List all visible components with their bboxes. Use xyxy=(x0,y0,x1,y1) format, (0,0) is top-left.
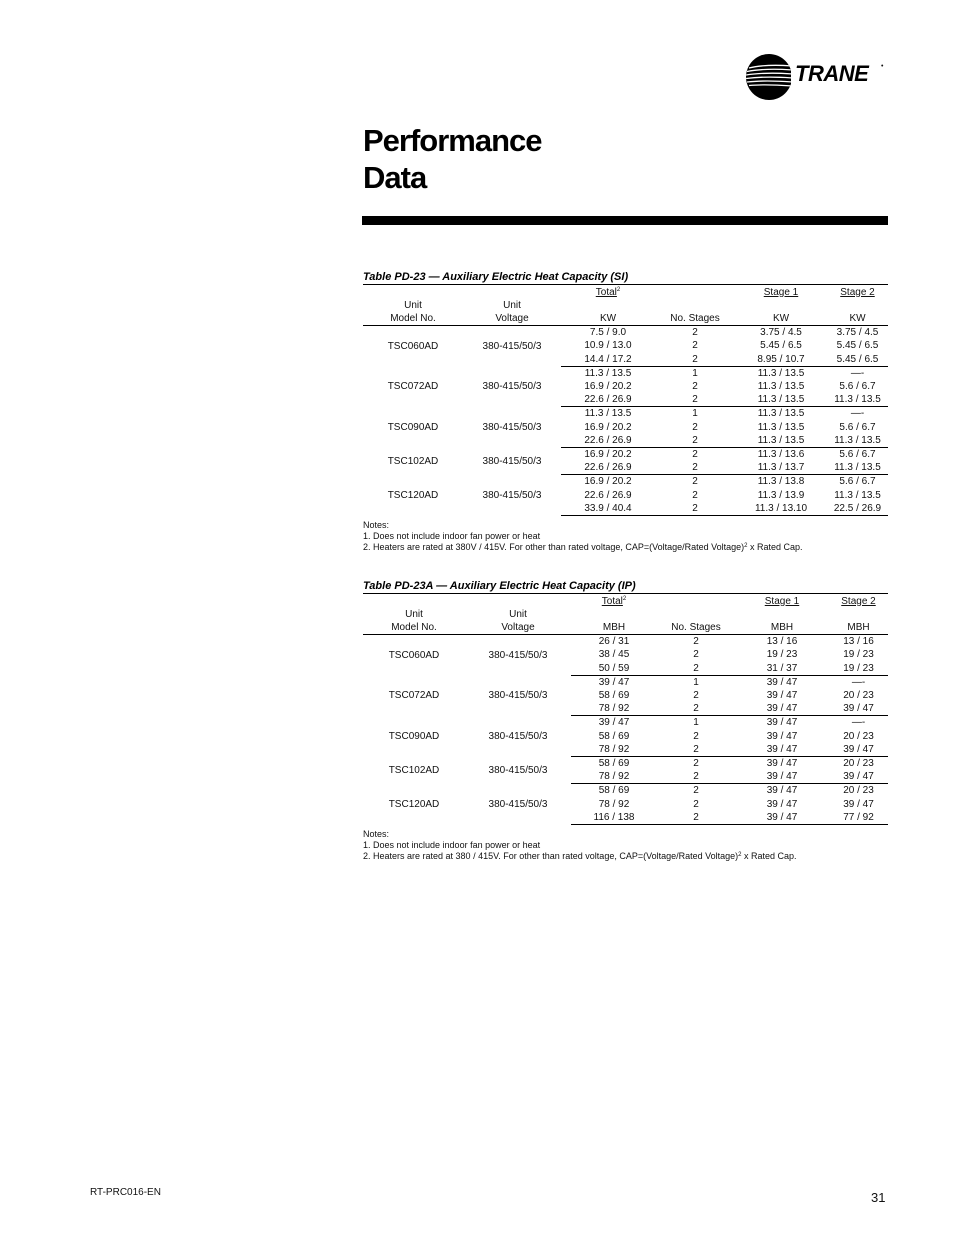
cell-stage2: 11.3 / 13.5 xyxy=(834,489,881,501)
cell-stage2: 5.6 / 6.7 xyxy=(839,448,876,460)
header-model: Model No. xyxy=(363,621,465,635)
cell-total: 16.9 / 20.2 xyxy=(584,380,632,392)
cell-stage2: 5.6 / 6.7 xyxy=(839,421,876,433)
document-code: RT-PRC016-EN xyxy=(90,1187,161,1198)
cell-stages: 2 xyxy=(657,770,735,784)
table-row xyxy=(363,635,888,649)
header-row xyxy=(363,608,888,621)
cell-voltage: 380-415/50/3 xyxy=(488,689,548,701)
cell-stage2: 19 / 23 xyxy=(829,662,888,676)
trane-logo xyxy=(745,52,890,102)
cell-stage1: 39 / 47 xyxy=(766,676,798,688)
notes-heading: Notes: xyxy=(363,829,390,839)
cell-voltage: 380-415/50/3 xyxy=(482,421,542,433)
cell-stage2: 19 / 23 xyxy=(843,649,874,661)
cell-stage2: 5.6 / 6.7 xyxy=(839,476,876,488)
cell-stage2: 39 / 47 xyxy=(829,770,888,784)
cell-stage1: 11.3 / 13.5 xyxy=(757,367,805,379)
cell-stage1: 13 / 16 xyxy=(766,636,798,648)
page-title-line1: Performance xyxy=(363,123,542,158)
cell-stages: 2 xyxy=(693,636,699,648)
header-total-unit: KW xyxy=(561,312,655,326)
table-si xyxy=(363,270,888,516)
header-stage1-unit: MBH xyxy=(735,621,829,635)
cell-stages: 2 xyxy=(693,757,699,769)
cell-stage2: 5.45 / 6.5 xyxy=(836,340,879,352)
cell-stages: 2 xyxy=(692,489,698,501)
cell-stages: 1 xyxy=(693,676,699,688)
table-row xyxy=(363,407,888,421)
cell-stage1: 39 / 47 xyxy=(766,757,798,769)
cell-stages: 2 xyxy=(657,811,735,825)
trane-circle-icon xyxy=(745,52,791,102)
header-total-unit: MBH xyxy=(571,621,657,635)
cell-stages: 1 xyxy=(692,408,698,420)
header-stage2-unit: KW xyxy=(827,312,888,326)
cell-stages: 1 xyxy=(692,367,698,379)
cell-stage2: 11.3 / 13.5 xyxy=(827,393,888,407)
header-stage2-unit: MBH xyxy=(829,621,888,635)
cell-stages: 2 xyxy=(693,798,699,810)
cell-total: 10.9 / 13.0 xyxy=(584,340,632,352)
table-row xyxy=(363,447,888,461)
header-voltage: Voltage xyxy=(465,621,571,635)
notes-heading: Notes: xyxy=(363,520,390,530)
cell-total: 50 / 59 xyxy=(571,662,657,676)
notes-si xyxy=(363,520,888,552)
cell-voltage: 380-415/50/3 xyxy=(488,649,548,661)
header-row xyxy=(363,285,888,299)
header-unit: Unit xyxy=(509,608,527,620)
table-ip-grid xyxy=(363,594,888,825)
cell-stage2: 20 / 23 xyxy=(843,757,874,769)
cell-stages: 2 xyxy=(693,689,699,701)
cell-stage2: 20 / 23 xyxy=(843,730,874,742)
cell-total: 58 / 69 xyxy=(598,689,630,701)
cell-model: TSC102AD xyxy=(387,455,439,467)
cell-total: 78 / 92 xyxy=(598,798,630,810)
cell-stage1: 19 / 23 xyxy=(766,649,798,661)
cell-stage1: 11.3 / 13.5 xyxy=(757,380,805,392)
cell-stage2: 20 / 23 xyxy=(843,785,874,797)
note-2: 2. Heaters are rated at 380V / 415V. For other than rated voltage, CAP=(Voltage/Rated Voltage)$^2$ x Rated Cap. xyxy=(363,541,803,552)
header-model: Model No. xyxy=(363,312,463,326)
table-si-body xyxy=(363,326,888,516)
cell-voltage: 380-415/50/3 xyxy=(488,730,548,742)
cell-total: 16.9 / 20.2 xyxy=(584,421,632,433)
cell-stage1: 11.3 / 13.6 xyxy=(757,448,805,460)
cell-total: 16.9 / 20.2 xyxy=(584,476,632,488)
header-row xyxy=(363,621,888,635)
cell-stage1: 5.45 / 6.5 xyxy=(760,340,802,352)
note-1: 1. Does not include indoor fan power or heat xyxy=(363,530,541,541)
cell-total: 78 / 92 xyxy=(571,770,657,784)
table-row xyxy=(363,326,888,340)
cell-stage2: 11.3 / 13.5 xyxy=(827,434,888,448)
note-2: 2. Heaters are rated at 380 / 415V. For other than rated voltage, CAP=(Voltage/Rated Voltage)$^2$ x Rated Cap. xyxy=(363,850,797,861)
cell-stage2: —- xyxy=(851,717,866,729)
cell-voltage: 380-415/50/3 xyxy=(488,798,548,810)
cell-stages: 2 xyxy=(655,393,735,407)
cell-total: 58 / 69 xyxy=(598,757,630,769)
page-number: 31 xyxy=(871,1190,886,1205)
header-stage1: Stage 1 xyxy=(763,286,799,298)
table-ip-caption: Table PD-23A — Auxiliary Electric Heat Capacity (IP) xyxy=(363,579,888,594)
cell-stage1: 8.95 / 10.7 xyxy=(735,353,827,367)
header-voltage: Voltage xyxy=(463,312,561,326)
cell-stage1: 39 / 47 xyxy=(766,689,798,701)
header-total: Total$^2$ xyxy=(601,595,627,607)
header-stage1: Stage 1 xyxy=(764,595,800,607)
cell-voltage: 380-415/50/3 xyxy=(482,455,542,467)
cell-stage2: —- xyxy=(850,367,865,379)
cell-stage1: 39 / 47 xyxy=(766,717,798,729)
trane-wordmark: TRANE xyxy=(795,61,869,86)
cell-stages: 1 xyxy=(693,717,699,729)
cell-stage2: 20 / 23 xyxy=(843,689,874,701)
cell-voltage: 380-415/50/3 xyxy=(488,764,548,776)
table-row xyxy=(363,716,888,730)
cell-stage2: 11.3 / 13.5 xyxy=(827,461,888,475)
table-row xyxy=(363,756,888,770)
table-row xyxy=(363,784,888,798)
cell-stages: 2 xyxy=(692,421,698,433)
header-unit: Unit xyxy=(503,299,521,311)
registered-mark: • xyxy=(881,63,884,70)
cell-stage1: 11.3 / 13.7 xyxy=(735,461,827,475)
cell-total: 11.3 / 13.5 xyxy=(584,408,632,420)
header-unit: Unit xyxy=(405,608,423,620)
cell-stage1: 11.3 / 13.5 xyxy=(757,421,805,433)
cell-stage1: 39 / 47 xyxy=(766,730,798,742)
cell-voltage: 380-415/50/3 xyxy=(482,340,542,352)
note-1: 1. Does not include indoor fan power or heat xyxy=(363,839,541,850)
cell-stages: 2 xyxy=(693,785,699,797)
header-stages: No. Stages xyxy=(655,312,735,326)
cell-stage1: 39 / 47 xyxy=(735,702,829,716)
notes-ip xyxy=(363,829,888,861)
cell-total: 26 / 31 xyxy=(598,636,630,648)
table-si-caption: Table PD-23 — Auxiliary Electric Heat Capacity (SI) xyxy=(363,270,888,285)
page-title xyxy=(363,122,663,196)
cell-total: 11.3 / 13.5 xyxy=(584,367,632,379)
cell-total: 116 / 138 xyxy=(571,811,657,825)
cell-stages: 2 xyxy=(655,502,735,516)
header-stage2: Stage 2 xyxy=(841,595,876,607)
header-unit: Unit xyxy=(404,299,422,311)
cell-total: 22.6 / 26.9 xyxy=(561,461,655,475)
cell-total: 16.9 / 20.2 xyxy=(584,448,632,460)
cell-model: TSC120AD xyxy=(387,489,439,501)
title-rule xyxy=(362,216,888,225)
cell-stage2: 39 / 47 xyxy=(829,743,888,757)
cell-stage1: 39 / 47 xyxy=(735,770,829,784)
table-ip xyxy=(363,579,888,825)
table-si-grid xyxy=(363,285,888,516)
cell-stages: 2 xyxy=(692,476,698,488)
cell-stage2: 5.6 / 6.7 xyxy=(839,380,876,392)
cell-total: 22.6 / 26.9 xyxy=(561,434,655,448)
cell-stages: 2 xyxy=(692,327,698,339)
cell-model: TSC060AD xyxy=(387,340,439,352)
cell-stages: 2 xyxy=(692,380,698,392)
header-row xyxy=(363,594,888,608)
cell-model: TSC120AD xyxy=(388,798,440,810)
cell-model: TSC072AD xyxy=(387,380,439,392)
cell-stage2: 77 / 92 xyxy=(829,811,888,825)
cell-total: 22.6 / 26.9 xyxy=(584,489,632,501)
cell-stage2: 39 / 47 xyxy=(843,798,874,810)
table-row xyxy=(363,366,888,380)
cell-stages: 2 xyxy=(693,649,699,661)
cell-stage1: 11.3 / 13.9 xyxy=(757,489,805,501)
cell-total: 38 / 45 xyxy=(598,649,630,661)
cell-total: 33.9 / 40.4 xyxy=(561,502,655,516)
cell-model: TSC090AD xyxy=(388,730,440,742)
header-stages: No. Stages xyxy=(657,621,735,635)
header-row xyxy=(363,299,888,312)
cell-model: TSC060AD xyxy=(388,649,440,661)
cell-stage2: 5.45 / 6.5 xyxy=(827,353,888,367)
header-total: Total$^2$ xyxy=(595,286,621,298)
page-title-line2: Data xyxy=(363,160,427,195)
cell-stage1: 11.3 / 13.8 xyxy=(757,476,805,488)
cell-stage2: 22.5 / 26.9 xyxy=(827,502,888,516)
cell-total: 78 / 92 xyxy=(571,702,657,716)
cell-stages: 2 xyxy=(655,353,735,367)
cell-total: 22.6 / 26.9 xyxy=(561,393,655,407)
cell-stage1: 3.75 / 4.5 xyxy=(760,327,802,339)
cell-total: 58 / 69 xyxy=(598,785,630,797)
cell-model: TSC090AD xyxy=(387,421,439,433)
table-row xyxy=(363,475,888,489)
cell-stages: 2 xyxy=(657,662,735,676)
header-row xyxy=(363,312,888,326)
table-ip-body xyxy=(363,635,888,825)
cell-stages: 2 xyxy=(692,340,698,352)
cell-stage1: 39 / 47 xyxy=(735,743,829,757)
cell-stage1: 31 / 37 xyxy=(735,662,829,676)
cell-stage1: 39 / 47 xyxy=(766,798,798,810)
cell-voltage: 380-415/50/3 xyxy=(482,489,542,501)
cell-stages: 2 xyxy=(693,730,699,742)
cell-stages: 2 xyxy=(655,461,735,475)
cell-stages: 2 xyxy=(692,448,698,460)
cell-stage1: 11.3 / 13.5 xyxy=(735,434,827,448)
cell-total: 14.4 / 17.2 xyxy=(561,353,655,367)
cell-stage1: 39 / 47 xyxy=(735,811,829,825)
cell-total: 78 / 92 xyxy=(571,743,657,757)
cell-total: 39 / 47 xyxy=(598,717,630,729)
cell-total: 7.5 / 9.0 xyxy=(589,327,627,339)
cell-stage2: 13 / 16 xyxy=(843,636,874,648)
cell-stages: 2 xyxy=(655,434,735,448)
cell-voltage: 380-415/50/3 xyxy=(482,380,542,392)
cell-model: TSC102AD xyxy=(388,764,440,776)
header-stage2: Stage 2 xyxy=(840,286,875,298)
cell-model: TSC072AD xyxy=(388,689,440,701)
cell-stage2: 39 / 47 xyxy=(829,702,888,716)
table-row xyxy=(363,675,888,689)
cell-stages: 2 xyxy=(657,702,735,716)
cell-stage1: 11.3 / 13.5 xyxy=(757,408,805,420)
cell-stage1: 11.3 / 13.5 xyxy=(735,393,827,407)
cell-stage1: 11.3 / 13.10 xyxy=(735,502,827,516)
cell-stage2: —- xyxy=(850,408,865,420)
cell-total: 39 / 47 xyxy=(598,676,630,688)
cell-stage1: 39 / 47 xyxy=(766,785,798,797)
cell-stage2: 3.75 / 4.5 xyxy=(836,327,879,339)
cell-total: 58 / 69 xyxy=(598,730,630,742)
cell-stages: 2 xyxy=(657,743,735,757)
header-stage1-unit: KW xyxy=(735,312,827,326)
cell-stage2: —- xyxy=(851,676,866,688)
